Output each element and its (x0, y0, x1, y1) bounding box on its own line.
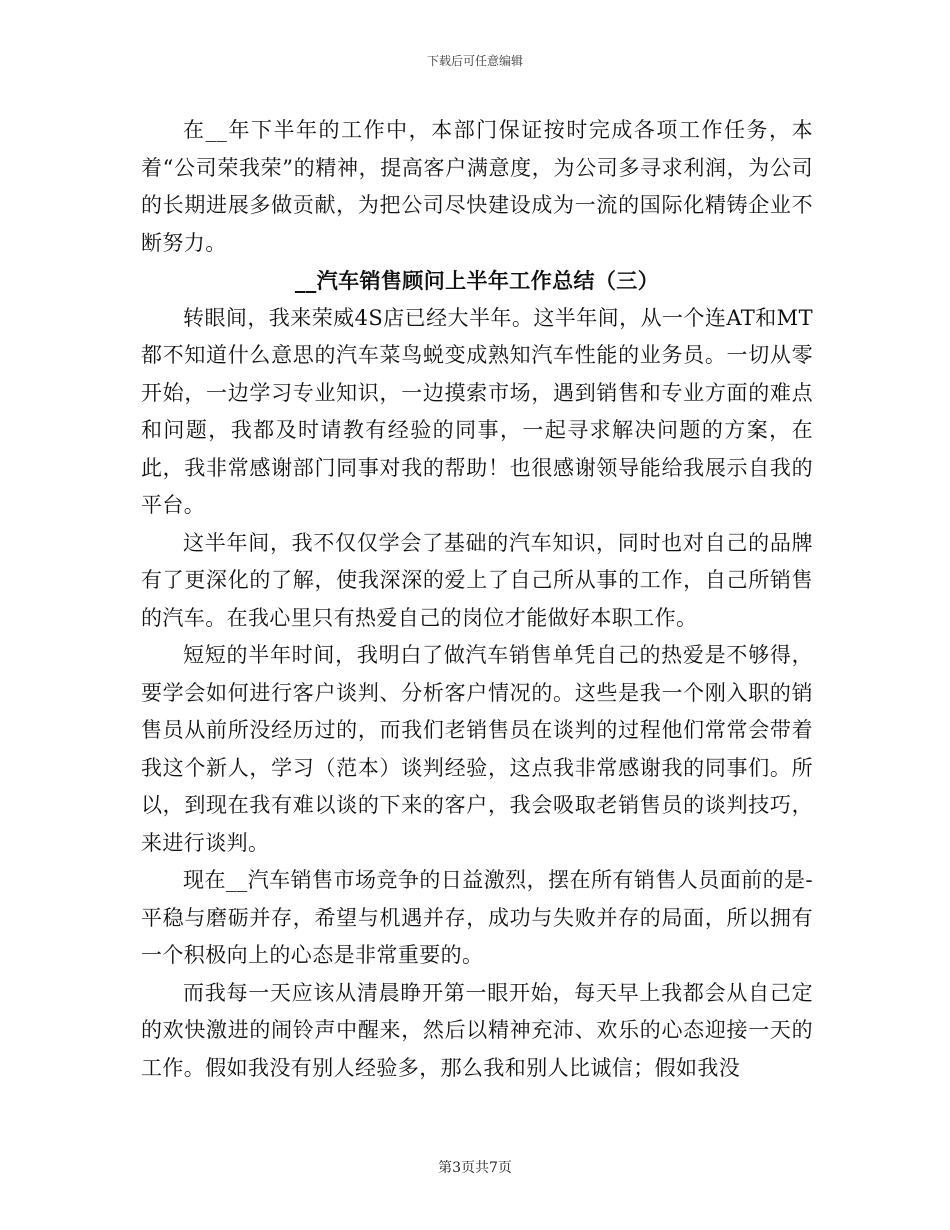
paragraph-3: 这半年间，我不仅仅学会了基础的汽车知识，同时也对自己的品牌有了更深化的了解，使我深深的爱上了自己所从事的工作，自己所销售的汽车。在我心里只有热爱自己的岗位才能做好本职工作。 (141, 530, 813, 630)
page-header: 下载后可任意编辑 (426, 54, 523, 68)
document-body (141, 112, 813, 1087)
page-footer: 第3页共7页 (438, 1160, 512, 1176)
paragraph-4: 短短的半年时间，我明白了做汽车销售单凭自己的热爱是不够得，要学会如何进行客户谈判、分析客户情况的。这些是我一个刚入职的销售员从前所没经历过的，而我们老销售员在谈判的过程他们常常会带着我这个新人，学习（范本）谈判经验，这点我非常感谢我的同事们。所以，到现在我有难以谈的下来的客户，我会吸取老销售员的谈判技巧，来进行谈判。 (141, 643, 813, 855)
paragraph-1: 在__年下半年的工作中，本部门保证按时完成各项工作任务，本着“公司荣我荣”的精神，提高客户满意度，为公司多寻求利润，为公司的长期进展多做贡献，为把公司尽快建设成为一流的国际化精铸企业不断努力。 (141, 118, 813, 255)
paragraph-6: 而我每一天应该从清晨睁开第一眼开始，每天早上我都会从自己定的欢快激进的闹铃声中醒来，然后以精神充沛、欢乐的心态迎接一天的工作。假如我没有别人经验多，那么我和别人比诚信；假如我没 (141, 980, 813, 1080)
paragraph-2: 转眼间，我来荣威4S店已经大半年。这半年间，从一个连AT和MT都不知道什么意思的汽车菜鸟蜕变成熟知汽车性能的业务员。一切从零开始，一边学习专业知识，一边摸索市场，遇到销售和专业方面的难点和问题，我都及时请教有经验的同事，一起寻求解决问题的方案，在此，我非常感谢部门同事对我的帮助！也很感谢领导能给我展示自我的平台。 (141, 305, 813, 517)
paragraph-5: 现在__汽车销售市场竞争的日益激烈，摆在所有销售人员面前的是-平稳与磨砺并存，希望与机遇并存，成功与失败并存的局面，所以拥有一个积极向上的心态是非常重要的。 (141, 868, 813, 967)
section-heading: __汽车销售顾问上半年工作总结（三） (294, 268, 660, 293)
